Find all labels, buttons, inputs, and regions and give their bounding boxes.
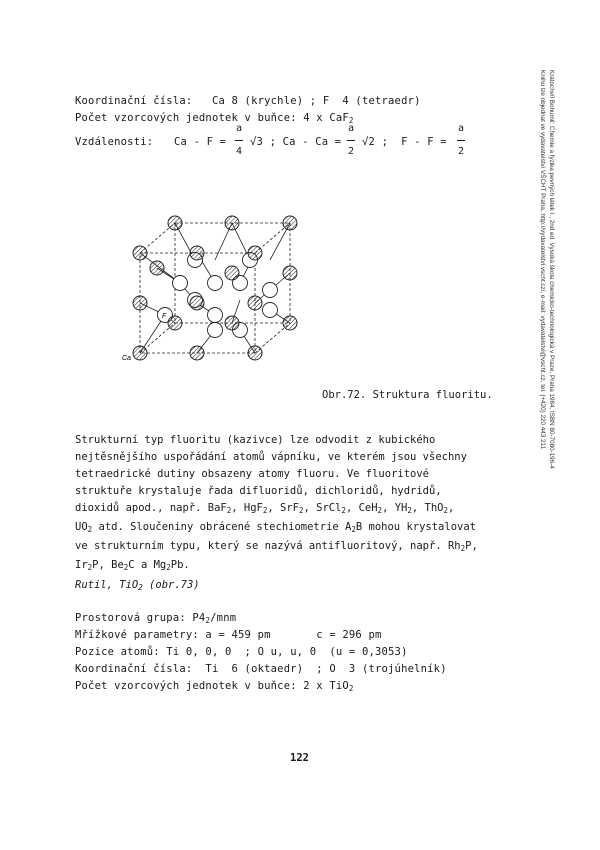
rutil-heading: Rutil, TiO$_2$ (obr.73) — [75, 579, 200, 592]
para-line: nejtěsnějšího uspořádání atomů vápníku, ve kterém jsou všechny — [75, 451, 467, 463]
frac-den-3: 2 — [457, 146, 465, 157]
figure-caption: Obr.72. Struktura fluoritu. — [322, 389, 493, 401]
para-line: dioxidů apod., např. BaF$_2$, HgF$_2$, SrF$_2$, SrCl$_2$, CeH$_2$, $YH_2$, ThO$_2$, — [75, 502, 455, 515]
frac-bar-2 — [347, 140, 355, 141]
para-line: Strukturní typ fluoritu (kazivce) lze odvodit z kubického — [75, 434, 436, 446]
para-line: ve strukturním typu, který se nazývá antifluoritový, např. $Rh_2P$, — [75, 540, 478, 553]
frac-den-1: 4 — [235, 146, 243, 157]
frac-num-1: a — [235, 123, 243, 134]
vzd-ca-ca: √3 ; Ca - Ca = — [250, 136, 342, 148]
frac-bar-1 — [235, 140, 243, 141]
rutil-pocet-jednotek: Počet vzorcových jednotek v buňce: 2 x TiO$_2$ — [75, 680, 354, 693]
frac-num-3: a — [457, 123, 465, 134]
side-citation — [538, 70, 555, 590]
fluorite-structure-figure — [120, 205, 320, 375]
frac-den-2: 2 — [347, 146, 355, 157]
rutil-prostorova-grupa: Prostorová grupa: $P4_2$/mnm — [75, 612, 237, 625]
frac-bar-3 — [457, 140, 465, 141]
koordinacni-cisla-ca-f: Koordinační čísla: Ca 8 (krychle) ; F 4 (tetraedr) — [75, 95, 421, 107]
para-line: struktuře krystaluje řada difluoridů, dichloridů, hydridů, — [75, 485, 442, 497]
pocet-sub: 2 — [348, 116, 354, 125]
rutil-koordinacni-cisla: Koordinační čísla: Ti 6 (oktaedr) ; O 3 (trojúhelník) — [75, 663, 447, 675]
vzdalenosti-label: Vzdálenosti: — [75, 136, 154, 148]
label-f: F — [162, 313, 167, 320]
page-number: 122 — [290, 752, 309, 764]
fluorite-paragraph — [75, 432, 525, 576]
para-line: $Ir_2P$, $Be_2C$ a $Mg_2Pb$. — [75, 559, 190, 572]
side-citation-line1: Krátochvíl Bohumil: Chemie a fyzika pevných látek I., 2nd ed. Vysoká škola chemicko-technologická v Praze, Praha 1984, ISBN 80-7080-196-4 — [548, 70, 555, 469]
rutil-pozice-atomu: Pozice atomů: Ti 0, 0, 0 ; O u, u, 0 (u = 0,3053) — [75, 646, 408, 658]
frac-num-2: a — [347, 123, 355, 134]
pocet-text: Počet vzorcových jednotek v buňce: 4 x CaF — [75, 112, 349, 124]
vzd-ca-f: Ca - F = — [174, 136, 227, 148]
rutil-mrizkove-parametry: Mřížkové parametry: a = 459 pm c = 296 pm — [75, 629, 382, 641]
side-citation-line2: Knihu lze objednat ve vydavatelství VŠCHT Praha, http://vydavatelstvi.vscht.cz/, e-mail: vydavatelstvi@vscht.cz, tel. (+420) 220 443 211 — [539, 70, 547, 450]
para-line: $UO_2$ atd. Sloučeniny obrácené stechiometrie $A_2B$ mohou krystalovat — [75, 521, 476, 534]
label-ca: Ca — [122, 355, 131, 362]
pocet-jednotek-caf2 — [75, 112, 354, 125]
vzd-f-f: √2 ; F - F = — [362, 136, 447, 148]
para-line: tetraedrické dutiny obsazeny atomy fluoru. Ve fluoritové — [75, 468, 430, 480]
